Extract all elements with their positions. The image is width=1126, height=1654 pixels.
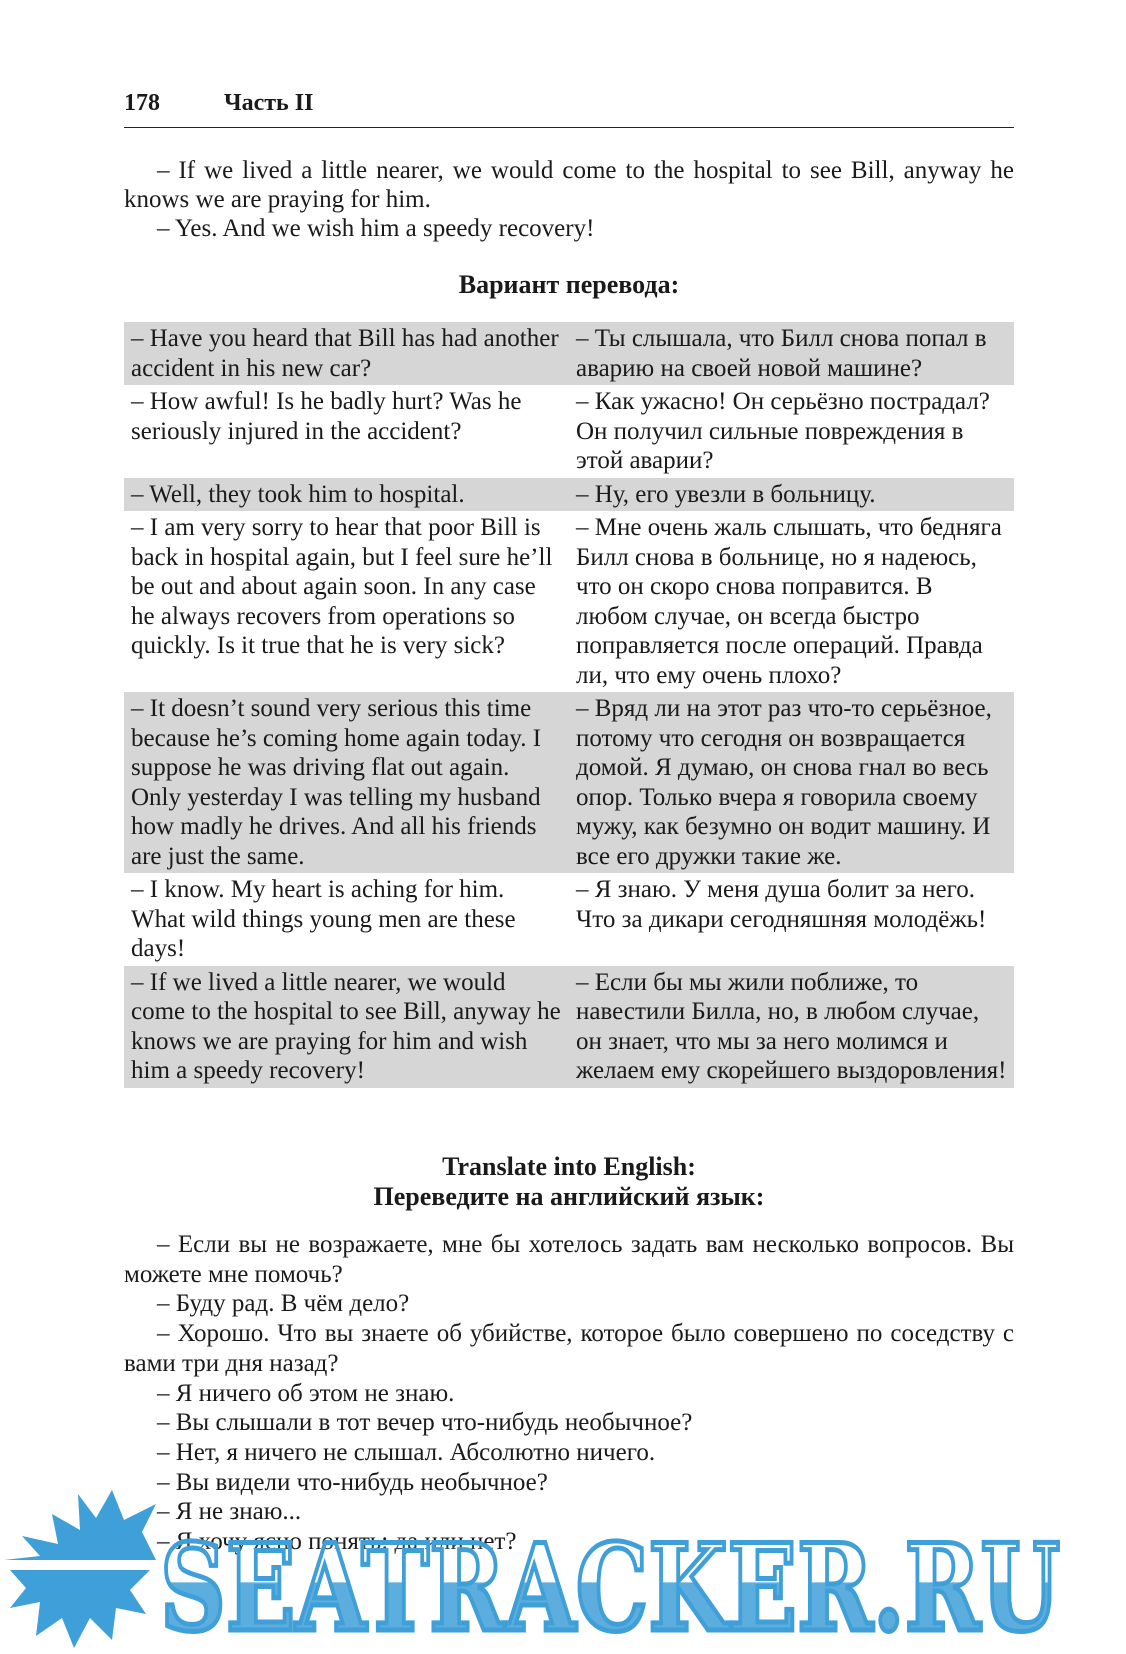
running-title: Часть II [224, 90, 314, 116]
table-row [124, 478, 1014, 512]
exercise-line: – Вы видели что-нибудь необычное? [157, 1468, 548, 1496]
russian-cell: – Мне очень жаль слышать, что бедняга Билл снова в больнице, но я надеюсь, что он скоро снова поправится. В любом случае, он всегда быстро поправляется после операций. Правда ли, что ему очень плохо? [576, 514, 1002, 689]
table-row [124, 692, 1014, 873]
sun-icon [0, 1490, 160, 1648]
variant-heading: Вариант перевода: [458, 270, 680, 299]
russian-cell: – Ну, его увезли в больницу. [569, 478, 1014, 512]
table-row [124, 966, 1014, 1088]
english-cell: – If we lived a little nearer, we would come to the hospital to see Bill, anyway he knows we are praying for him and wish him a speedy recovery! [124, 966, 569, 1088]
exercise-line: – Я хочу ясно понять: да или нет? [157, 1528, 517, 1556]
exercise-line: – Я не знаю... [157, 1498, 302, 1526]
intro-line: – Yes. And we wish him a speedy recovery! [157, 215, 595, 242]
table-row [124, 322, 1014, 385]
translate-heading [124, 1152, 1014, 1212]
english-cell: – It doesn’t sound very serious this time because he’s coming home again today. I suppose he was driving flat out again. Only yesterday I was telling my husband how madly he drives. And all his friends are just the same. [124, 692, 569, 873]
english-cell: – I know. My heart is aching for him. What wild things young men are these days! [131, 876, 516, 962]
intro-dialog [124, 156, 1014, 243]
exercise-line: – Я ничего об этом не знаю. [157, 1379, 455, 1407]
exercise-line: – Буду рад. В чём дело? [157, 1290, 410, 1318]
russian-cell: – Вряд ли на этот раз что-то серьёзное, потому что сегодня он возвращается домой. Я думаю, он снова гнал во весь опор. Только вчера я говорила своему мужу, как безумно он водит машину. И все его дружки такие же. [569, 692, 1014, 873]
watermark-text: SEATRACKER.RU [160, 1518, 1060, 1654]
english-cell: – Well, they took him to hospital. [124, 478, 569, 512]
english-cell: – Have you heard that Bill has had another accident in his new car? [124, 322, 569, 385]
table-row [124, 873, 1014, 966]
translate-heading-en: Translate into English: [442, 1152, 696, 1181]
table-row [124, 385, 1014, 478]
exercise-line: – Если вы не возражаете, мне бы хотелось задать вам несколько вопросов. Вы можете мне помочь? [124, 1231, 1014, 1288]
exercise-line: – Вы слышали в тот вечер что-нибудь необычное? [157, 1409, 693, 1437]
translate-heading-ru: Переведите на английский язык: [373, 1182, 765, 1211]
table-row [124, 511, 1014, 692]
russian-cell: – Я знаю. У меня душа болит за него. Что за дикари сегодняшняя молодёжь! [576, 876, 987, 933]
page-number: 178 [124, 90, 160, 116]
russian-cell: – Как ужасно! Он серьёзно пострадал? Он получил сильные повреждения в этой аварии? [576, 388, 990, 474]
exercise-line: – Нет, я ничего не слышал. Абсолютно ничего. [157, 1438, 656, 1466]
page-header [124, 86, 1014, 128]
intro-line: – If we lived a little nearer, we would come to the hospital to see Bill, anyway he knows we are praying for him. [124, 157, 1014, 213]
english-cell: – I am very sorry to hear that poor Bill is back in hospital again, but I feel sure he’ll be out and about again soon. In any case he always recovers from operations so quickly. Is it true that he is very sick? [131, 514, 553, 659]
russian-cell: – Ты слышала, что Билл снова попал в аварию на своей новой машине? [569, 322, 1014, 385]
watermark-logo [0, 1490, 1126, 1654]
russian-cell: – Если бы мы жили поближе, то навестили Билла, но, в любом случае, он знает, что мы за него молимся и желаем ему скорейшего выздоровления! [569, 966, 1014, 1088]
translation-table [124, 322, 1014, 1088]
english-cell: – How awful! Is he badly hurt? Was he seriously injured in the accident? [131, 388, 522, 445]
exercise-line: – Хорошо. Что вы знаете об убийстве, которое было совершено по соседству с вами три дня назад? [124, 1320, 1014, 1377]
